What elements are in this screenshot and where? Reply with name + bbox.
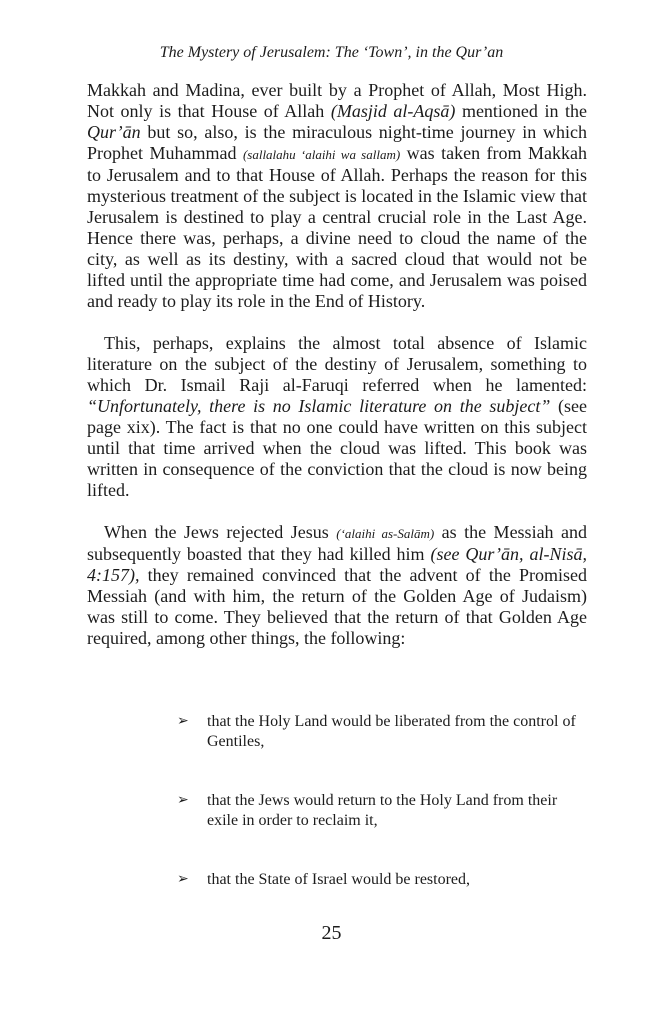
paragraph-3-italic-2: (see Qur’ān, al-Nisā, 4:157), — [87, 544, 587, 585]
list-item-text: that the State of Israel would be restored, — [207, 871, 471, 888]
paragraph-gap — [87, 312, 587, 333]
list-item — [177, 712, 589, 752]
arrow-bullet-icon: ➢ — [177, 714, 189, 729]
paragraph-1-italic-2: Qur’ān — [87, 122, 141, 142]
list-item-text: that the Jews would return to the Holy Land from their exile in order to reclaim it, — [207, 792, 558, 829]
running-head: The Mystery of Jerusalem: The ‘Town’, in the Qur’an — [159, 44, 504, 61]
arrow-bullet-icon: ➢ — [177, 793, 189, 808]
paragraph-1-text-4: was taken from Makkah to Jerusalem and to that House of Allah. Perhaps the reason for this mysterious treatment of the subject is located in the Islamic view that Jerusalem is destined to play a central crucial role in the Last Age. Hence there was, perhaps, a divine need to cloud the name of the city, as well as its destiny, with a sacred cloud that would not be lifted until the appropriate time had come, and Jerusalem was poised and ready to play its role in the End of History. — [87, 143, 588, 311]
paragraph-gap — [87, 501, 587, 522]
body-text — [87, 80, 587, 649]
list-item — [177, 870, 589, 890]
arrow-bullet-icon: ➢ — [177, 872, 189, 887]
paragraph-3 — [87, 522, 587, 649]
paragraph-1-text-3: but so, also, is the miraculous night-time journey in which Prophet Muhammad — [87, 122, 587, 163]
paragraph-1-italic-3: (sallalahu ‘alaihi wa sallam) — [242, 147, 401, 162]
paragraph-3-text-1: When the Jews rejected Jesus — [104, 522, 337, 542]
paragraph-1-text-2: mentioned in the — [455, 101, 588, 121]
paragraph-2-italic-1: “Unfortunately, there is no Islamic literature on the subject” — [87, 396, 551, 416]
paragraph-2 — [87, 333, 587, 501]
paragraph-1-italic-1: (Masjid al-Aqsā) — [330, 101, 456, 121]
paragraph-2-text-2: (see page xix). The fact is that no one could have written on this subject until that time arrived when the cloud was lifted. This book was written in consequence of the conviction that the cloud is now being lifted. — [87, 396, 587, 500]
list-item-text: that the Holy Land would be liberated from the control of Gentiles, — [207, 713, 576, 750]
paragraph-3-text-3: they remained convinced that the advent of the Promised Messiah (and with him, the return of the Golden Age of Judaism) was still to come. They believed that the return of that Golden Age required, among other things, the following: — [87, 565, 587, 648]
page-number: 25 — [321, 922, 342, 944]
paragraph-3-italic-1: (‘alaihi as-Salām) — [336, 526, 435, 541]
paragraph-1-text-1: Makkah and Madina, ever built by a Prophet of Allah, Most High. Not only is that House of Allah — [87, 80, 587, 121]
paragraph-3-text-2: as the Messiah and subsequently boasted that they had killed him — [87, 522, 588, 564]
list-item — [177, 791, 589, 831]
paragraph-2-text-1: This, perhaps, explains the almost total absence of Islamic literature on the subject of the destiny of Jerusalem, something to which Dr. Ismail Raji al-Faruqi referred when he lamented: — [87, 333, 587, 395]
paragraph-1 — [87, 80, 587, 312]
